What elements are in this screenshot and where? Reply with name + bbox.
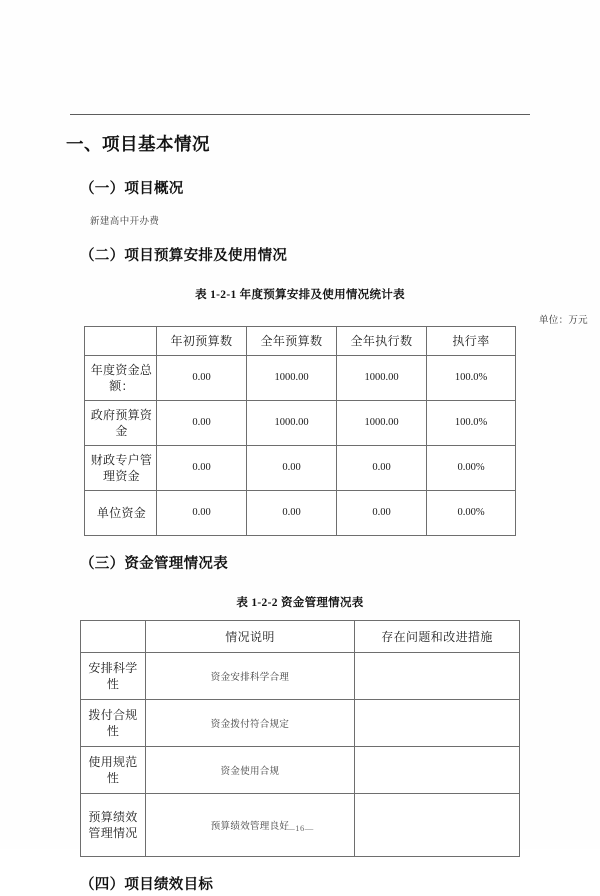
cell-description: 资金拨付符合规定	[146, 699, 355, 746]
column-header-blank	[81, 620, 146, 652]
cell-description: 资金安排科学合理	[146, 652, 355, 699]
fund-management-table	[80, 620, 520, 857]
row-header-government-budget-funds: 政府预算资金	[85, 400, 157, 445]
subsection-3-heading: （三）资金管理情况表	[80, 555, 228, 572]
cell-annual-budget: 1000.00	[247, 400, 337, 445]
table-row	[85, 355, 516, 400]
row-header-usage-standard: 使用规范性	[81, 746, 146, 793]
spacer	[0, 536, 600, 554]
column-header-initial-budget: 年初预算数	[157, 326, 247, 355]
row-header-special-account-funds: 财政专户管理资金	[85, 445, 157, 490]
cell-annual-execution: 1000.00	[337, 355, 427, 400]
table-row	[85, 490, 516, 535]
cell-initial-budget: 0.00	[157, 355, 247, 400]
column-header-blank	[85, 326, 157, 355]
cell-initial-budget: 0.00	[157, 490, 247, 535]
column-header-issues-measures: 存在问题和改进措施	[355, 620, 520, 652]
table-row	[85, 400, 516, 445]
column-header-annual-budget: 全年预算数	[247, 326, 337, 355]
page-title: 一、项目基本情况	[66, 134, 210, 154]
spacer	[0, 576, 600, 594]
cell-annual-budget: 1000.00	[247, 355, 337, 400]
cell-issues	[355, 746, 520, 793]
fund-management-table-caption: 表 1-2-2 资金管理情况表	[236, 596, 364, 609]
header-divider-rule	[70, 114, 530, 115]
table-row	[81, 746, 520, 793]
spacer	[0, 302, 600, 312]
document-content	[0, 131, 600, 896]
column-header-execution-rate: 执行率	[427, 326, 516, 355]
subsection-1-heading: （一）项目概况	[80, 181, 184, 198]
spacer	[0, 230, 600, 246]
spacer	[0, 201, 600, 215]
cell-description: 资金使用合规	[146, 746, 355, 793]
table-row	[81, 699, 520, 746]
budget-summary-table	[84, 326, 516, 536]
cell-annual-execution: 0.00	[337, 490, 427, 535]
column-header-annual-execution: 全年执行数	[337, 326, 427, 355]
table-row	[81, 652, 520, 699]
subsection-2-heading: （二）项目预算安排及使用情况	[80, 248, 288, 265]
cell-execution-rate: 0.00%	[427, 490, 516, 535]
cell-annual-budget: 0.00	[247, 445, 337, 490]
subsection-4-heading: （四）项目绩效目标	[80, 876, 214, 893]
cell-execution-rate: 100.0%	[427, 355, 516, 400]
table-header-row	[81, 620, 520, 652]
column-header-description: 情况说明	[146, 620, 355, 652]
page-number: —16—	[286, 823, 314, 833]
spacer	[0, 157, 600, 179]
row-header-disbursement-compliance: 拨付合规性	[81, 699, 146, 746]
cell-execution-rate: 0.00%	[427, 445, 516, 490]
cell-annual-execution: 1000.00	[337, 400, 427, 445]
project-overview-text: 新建高中开办费	[90, 217, 160, 227]
table-row	[85, 445, 516, 490]
cell-annual-execution: 0.00	[337, 445, 427, 490]
cell-initial-budget: 0.00	[157, 445, 247, 490]
cell-initial-budget: 0.00	[157, 400, 247, 445]
budget-table-caption: 表 1-2-1 年度预算安排及使用情况统计表	[195, 288, 405, 301]
row-header-total-funds: 年度资金总额：	[85, 355, 157, 400]
cell-issues	[355, 699, 520, 746]
spacer	[0, 610, 600, 620]
row-header-allocation-scientific: 安排科学性	[81, 652, 146, 699]
cell-annual-budget: 0.00	[247, 490, 337, 535]
spacer	[0, 857, 600, 875]
spacer	[0, 268, 600, 286]
cell-description: 预算绩效管理良好	[146, 793, 355, 856]
row-header-unit-funds: 单位资金	[85, 490, 157, 535]
table-header-row	[85, 326, 516, 355]
row-header-budget-performance-management: 预算绩效管理情况	[81, 793, 146, 856]
cell-execution-rate: 100.0%	[427, 400, 516, 445]
budget-table-unit-label: 单位：万元	[538, 315, 588, 326]
cell-issues	[355, 652, 520, 699]
